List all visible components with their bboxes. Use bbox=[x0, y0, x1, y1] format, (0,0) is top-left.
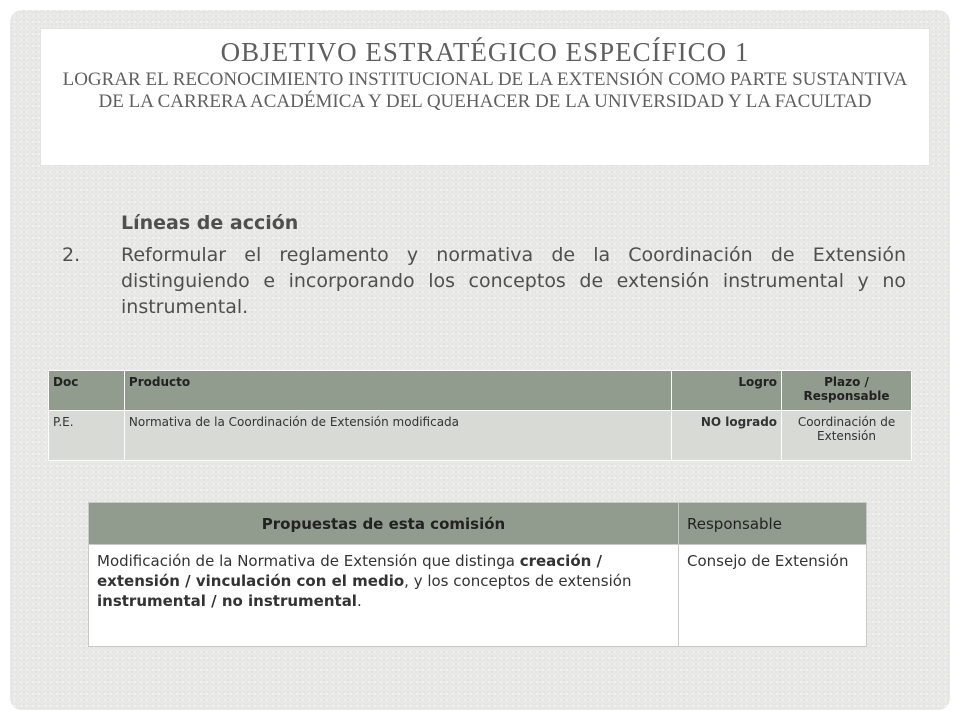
cell-producto: Normativa de la Coordinación de Extensión modificada bbox=[124, 411, 671, 461]
header-producto: Producto bbox=[124, 371, 671, 411]
proposal-bold-1: creación / extensión / vinculación con el medio bbox=[97, 552, 603, 590]
products-table-header bbox=[49, 371, 912, 411]
cell-doc: P.E. bbox=[49, 411, 125, 461]
products-table bbox=[48, 370, 912, 461]
logro-value: NO logrado bbox=[700, 415, 778, 429]
proposal-text-2: , y los conceptos de extensión bbox=[404, 572, 632, 590]
header-logro: Logro bbox=[672, 371, 782, 411]
action-item-number: 2. bbox=[62, 244, 81, 266]
header-doc: Doc bbox=[49, 371, 125, 411]
action-item bbox=[62, 242, 906, 320]
title-box bbox=[40, 28, 930, 166]
proposal-bold-2: instrumental / no instrumental bbox=[97, 592, 357, 610]
cell-proposal bbox=[89, 545, 679, 647]
proposals-table bbox=[88, 502, 867, 647]
slide bbox=[10, 10, 950, 710]
action-item-text: Reformular el reglamento y normativa de la Coordinación de Extensión distinguiendo e incorporando los conceptos de extensión instrumental y no instrumental. bbox=[121, 244, 906, 318]
header-plazo: Plazo / Responsable bbox=[782, 371, 912, 411]
cell-plazo: Coordinación de Extensión bbox=[782, 411, 912, 461]
header-propuestas: Propuestas de esta comisión bbox=[89, 503, 679, 545]
slide-title: OBJETIVO ESTRATÉGICO ESPECÍFICO 1 bbox=[220, 37, 750, 67]
proposals-table-header bbox=[89, 503, 867, 545]
cell-logro bbox=[672, 411, 782, 461]
header-responsable: Responsable bbox=[679, 503, 867, 545]
slide-subtitle: LOGRAR EL RECONOCIMIENTO INSTITUCIONAL DE LA EXTENSIÓN COMO PARTE SUSTANTIVA DE LA CARRERA ACADÉMICA Y DEL QUEHACER DE LA UNIVERSIDAD Y LA FACULTAD bbox=[62, 69, 908, 112]
proposal-text-3: . bbox=[356, 592, 362, 610]
lines-of-action-heading: Líneas de acción bbox=[121, 212, 299, 234]
cell-responsable: Consejo de Extensión bbox=[679, 545, 867, 647]
table-row bbox=[89, 545, 867, 647]
table-row bbox=[49, 411, 912, 461]
proposal-text-1: Modificación de la Normativa de Extensión que distinga bbox=[97, 552, 520, 570]
